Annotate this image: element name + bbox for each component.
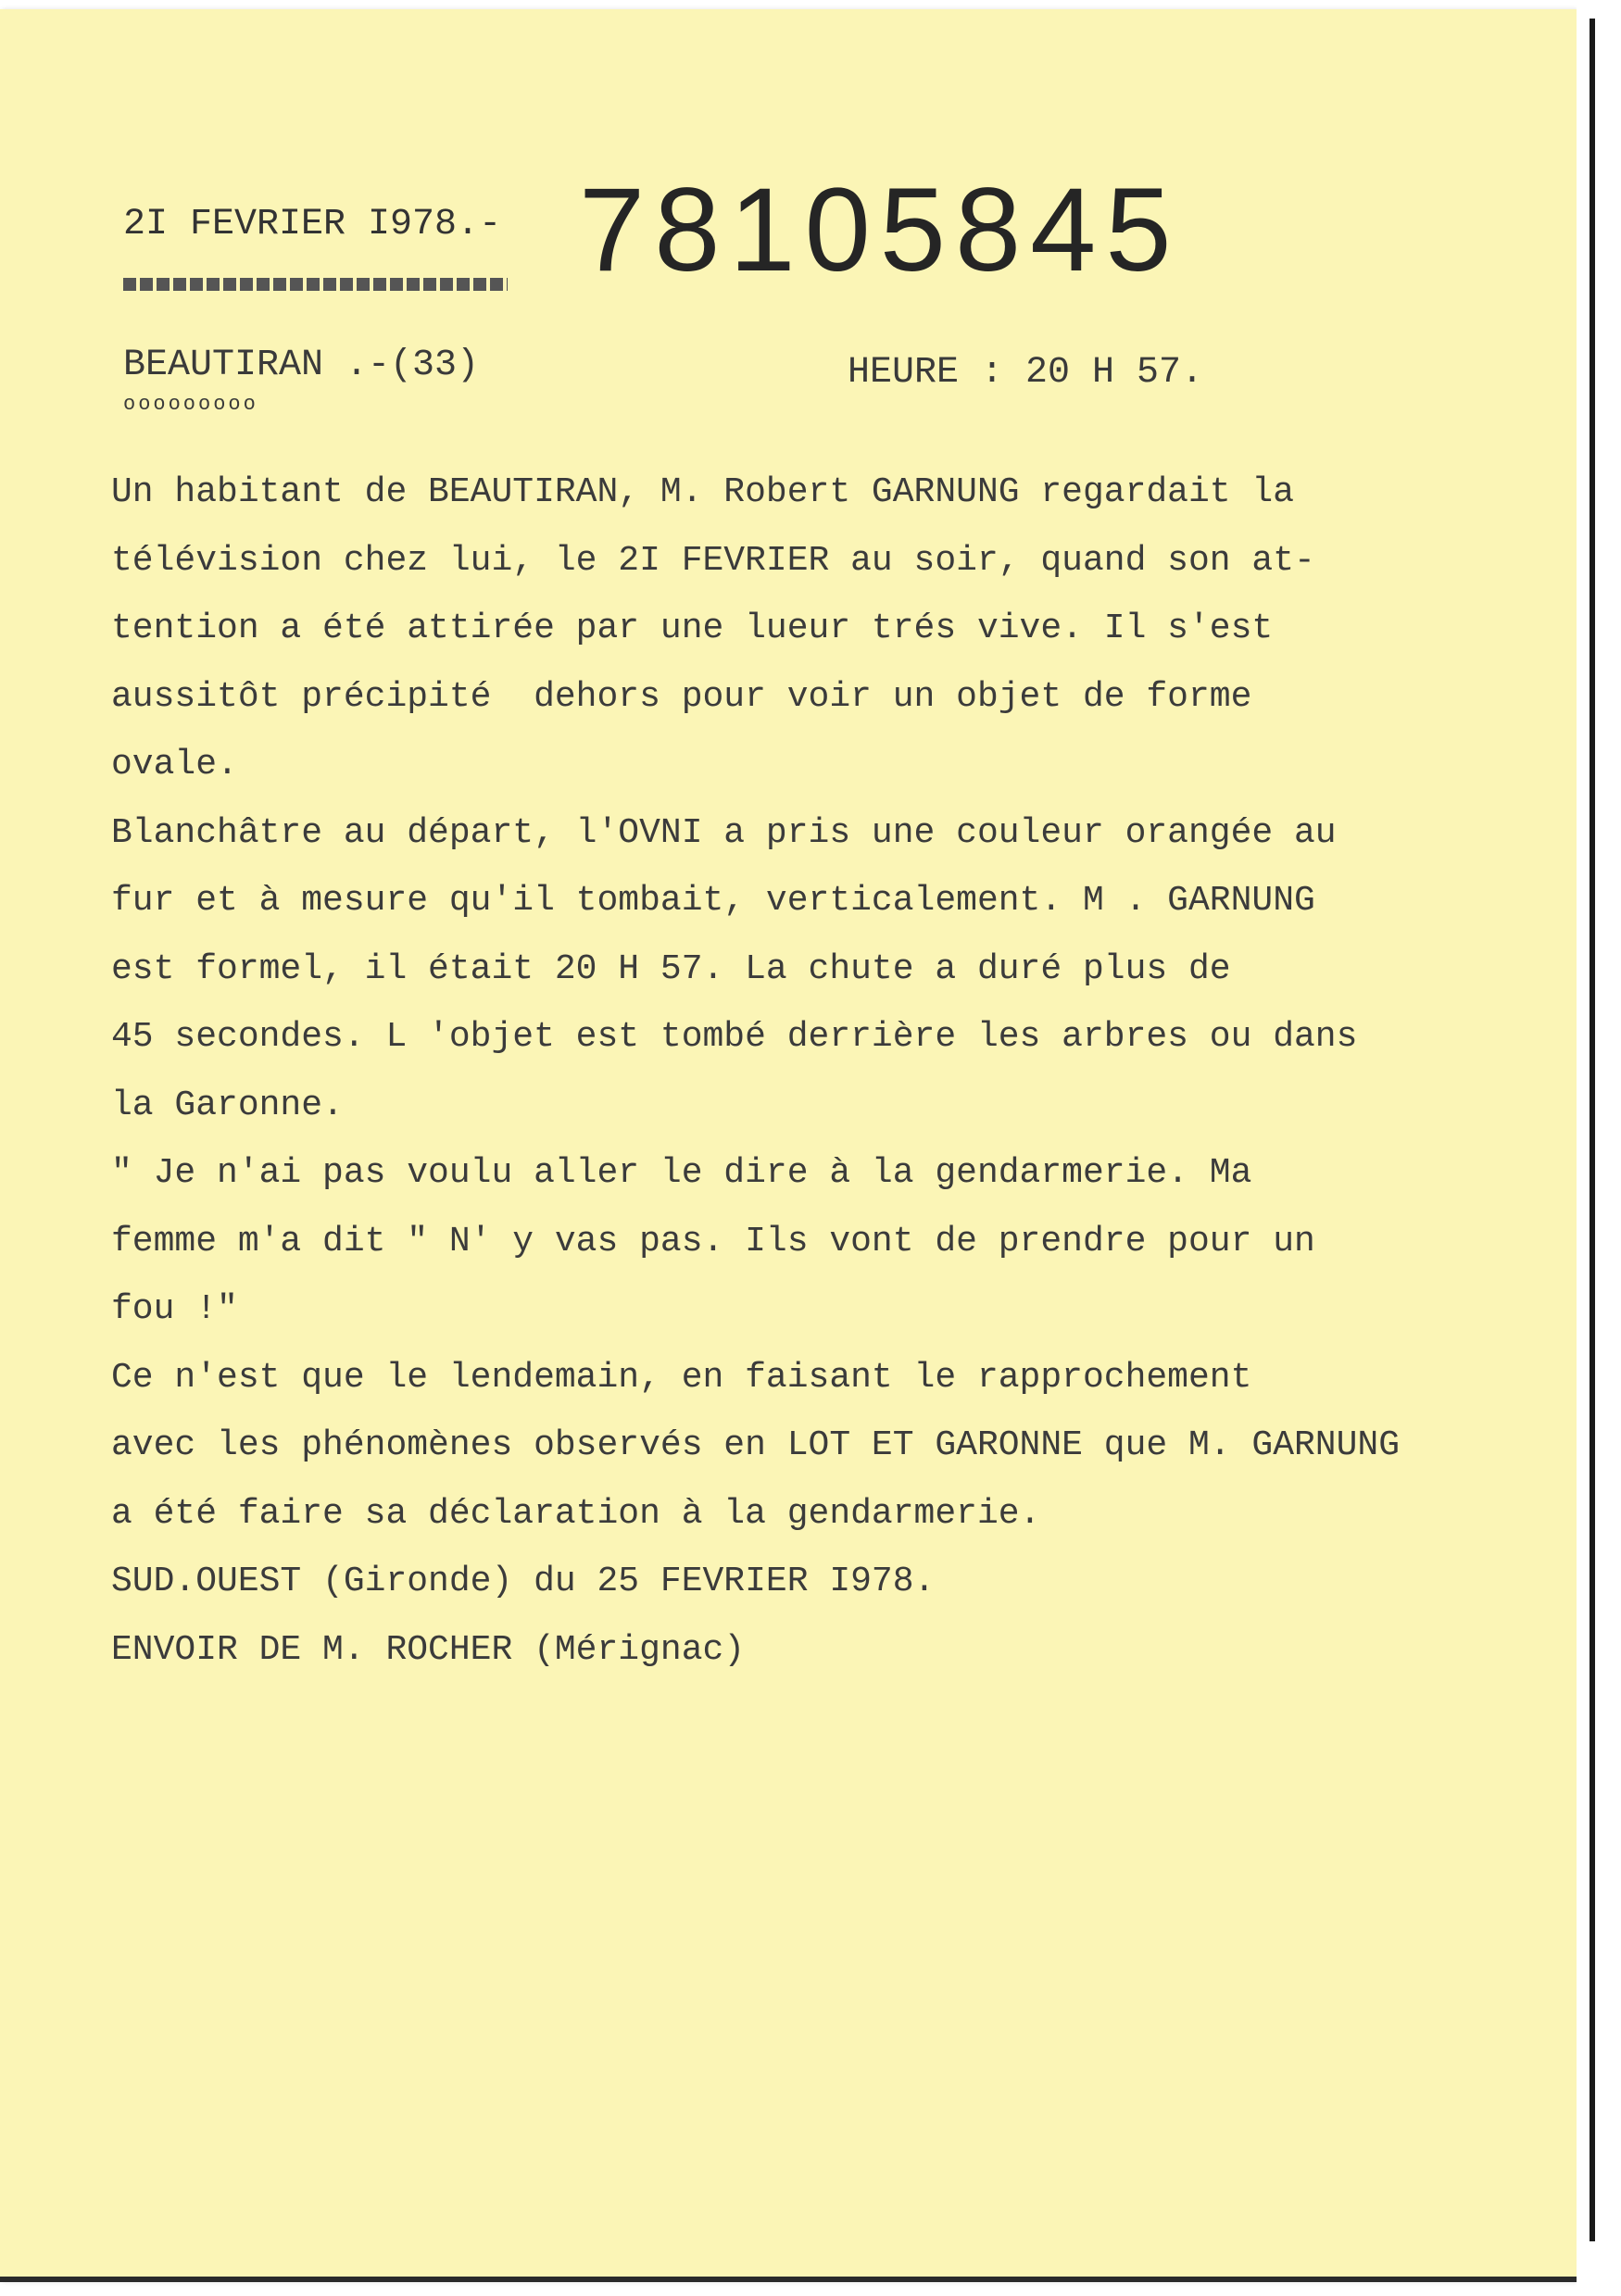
body-line: fur et à mesure qu'il tombait, verticalement. M . GARNUNG — [111, 881, 1315, 921]
body-line: fou !" — [111, 1289, 238, 1329]
scan-edge-line — [1590, 19, 1595, 2241]
scan-margin — [1577, 0, 1621, 2296]
report-body — [111, 458, 1556, 1684]
scan-bottom-edge — [0, 2277, 1577, 2282]
time-label: HEURE : 20 H 57. — [848, 352, 1204, 394]
body-line: Ce n'est que le lendemain, en faisant le rapprochement — [111, 1357, 1252, 1398]
body-line: Un habitant de BEAUTIRAN, M. Robert GARNUNG regardait la — [111, 472, 1295, 512]
sender-note: ENVOIR DE M. ROCHER (Mérignac) — [111, 1629, 746, 1670]
body-line: avec les phénomènes observés en LOT ET GARONNE que M. GARNUNG — [111, 1425, 1401, 1465]
body-line: télévision chez lui, le 2I FEVRIER au soir, quand son at- — [111, 540, 1315, 581]
double-underline-rule — [123, 278, 508, 290]
body-line: est formel, il était 20 H 57. La chute a duré plus de — [111, 948, 1231, 989]
body-line: femme m'a dit " N' y vas pas. Ils vont de prendre pour un — [111, 1221, 1315, 1261]
paper-sheet — [0, 9, 1577, 2278]
body-line: 45 secondes. L 'objet est tombé derrière les arbres ou dans — [111, 1017, 1358, 1057]
body-line: aussitôt précipité dehors pour voir un objet de forme — [111, 676, 1252, 717]
document-date: 2I FEVRIER I978.- — [123, 204, 502, 245]
body-line: tention a été attirée par une lueur trés vive. Il s'est — [111, 609, 1274, 648]
body-line: la Garonne. — [111, 1085, 344, 1125]
body-line: Blanchâtre au départ, l'OVNI a pris une couleur orangée au — [111, 812, 1337, 853]
place-name: BEAUTIRAN .-(33) — [123, 345, 480, 386]
reference-number-stamp: 78105845 — [579, 164, 1181, 296]
source-citation: SUD.OUEST (Gironde) du 25 FEVRIER I978. — [111, 1562, 936, 1601]
body-line: " Je n'ai pas voulu aller le dire à la gendarmerie. Ma — [111, 1153, 1252, 1193]
body-line: ovale. — [111, 745, 238, 784]
place-underline-circles: ooooooooo — [123, 393, 258, 416]
body-line: a été faire sa déclaration à la gendarmerie. — [111, 1493, 1041, 1534]
